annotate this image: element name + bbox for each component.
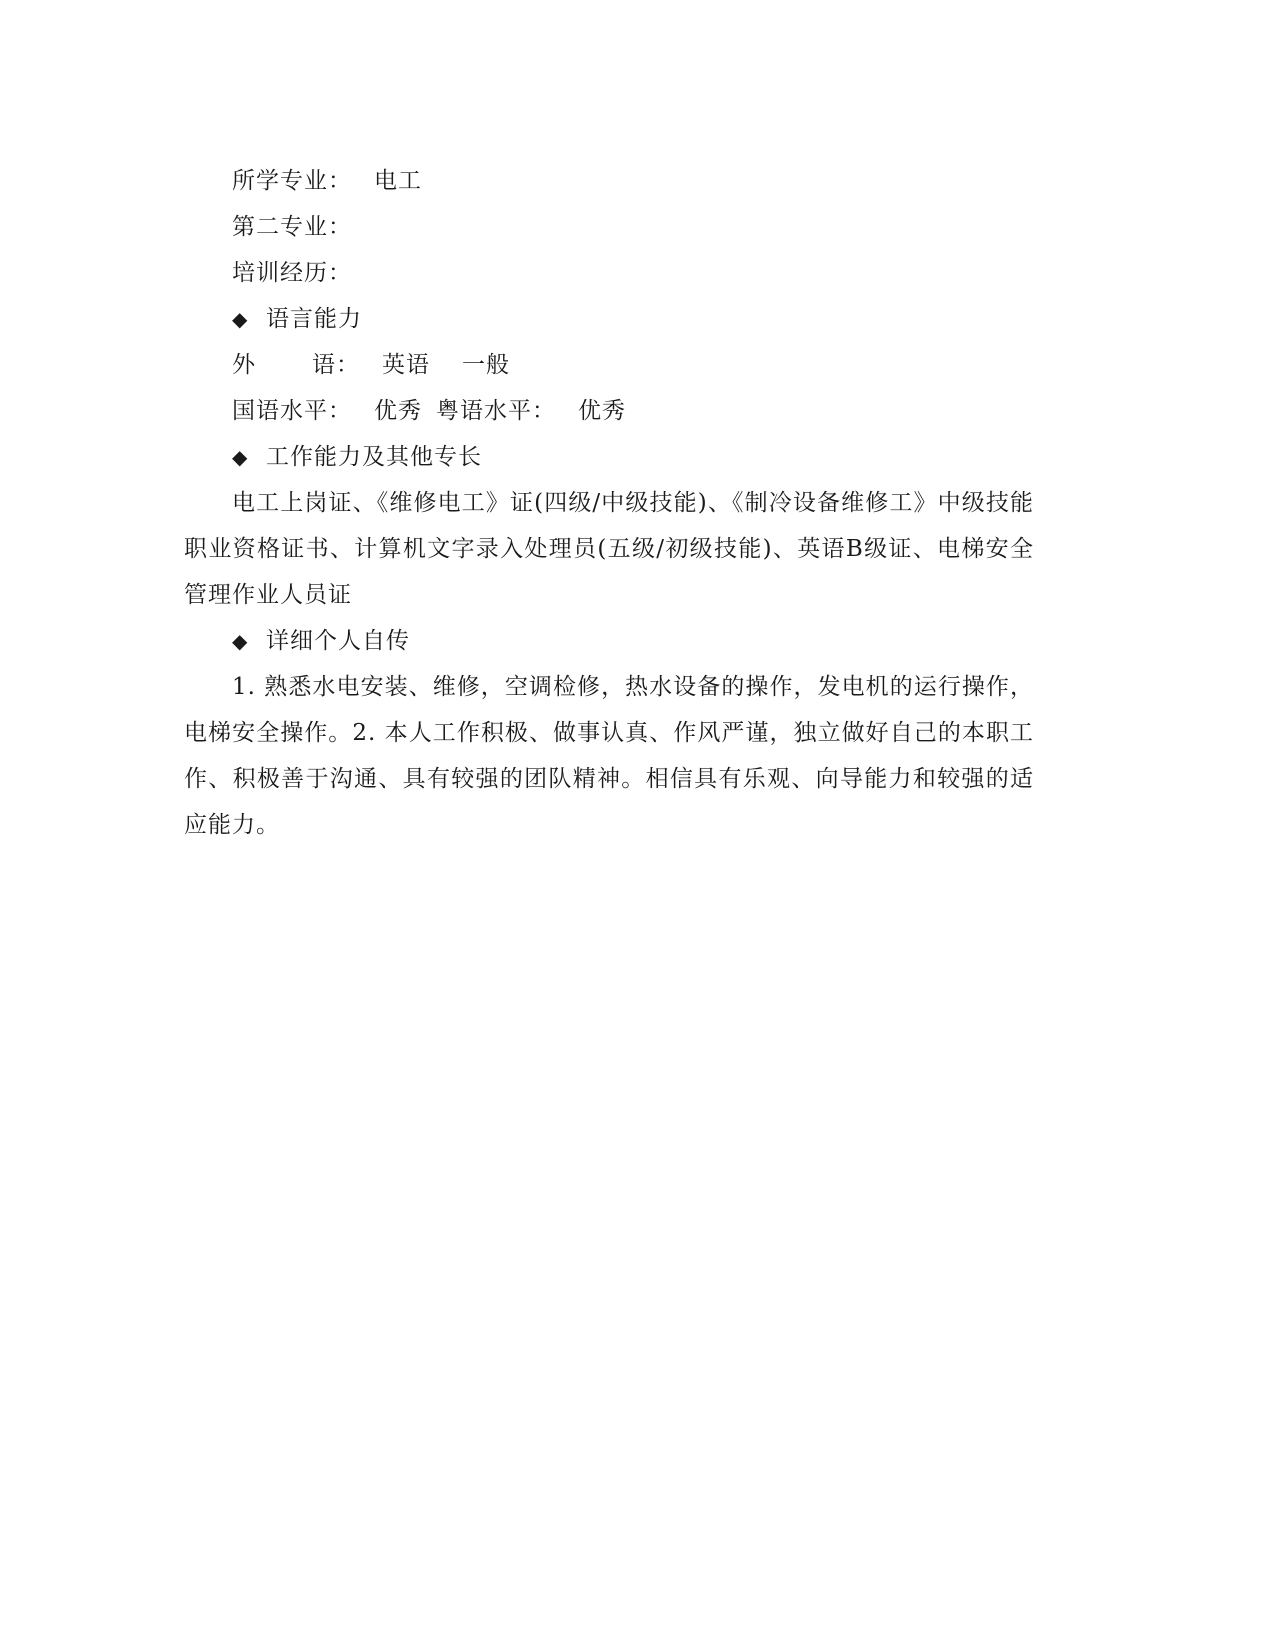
bio-heading [184,618,1034,664]
cantonese-label: 粤语水平： [436,398,556,424]
skills-paragraph: 电工上岗证、《维修电工》证(四级/中级技能)、《制冷设备维修工》中级技能职业资格证书、计算机文字录入处理员(五级/初级技能)、英语B级证、电梯安全管理作业人员证 [184,490,1034,608]
dialect-row [184,388,1034,434]
foreign-language-value: 英语 [382,352,430,378]
second-major-row [184,204,1034,250]
cantonese-value: 优秀 [578,398,626,424]
major-value: 电工 [374,168,422,194]
skills-heading-text: 工作能力及其他专长 [266,444,482,470]
diamond-bullet-icon: ◆ [232,307,249,331]
mandarin-value: 优秀 [374,398,422,424]
bio-heading-text: 详细个人自传 [266,628,410,654]
major-label: 所学专业： [232,168,352,194]
training-row [184,250,1034,296]
resume-content [184,158,1034,848]
language-heading-text: 语言能力 [266,306,362,332]
mandarin-label: 国语水平： [232,398,352,424]
major-row [184,158,1034,204]
diamond-bullet-icon: ◆ [232,629,249,653]
training-label: 培训经历： [232,260,352,286]
second-major-label: 第二专业： [232,214,352,240]
foreign-level-value: 一般 [462,352,510,378]
diamond-bullet-icon: ◆ [232,445,249,469]
foreign-language-row [184,342,1034,388]
foreign-label-part2: 语： [312,352,360,378]
language-heading [184,296,1034,342]
foreign-label-part1: 外 [232,352,256,378]
bio-paragraph: 1. 熟悉水电安装、维修，空调检修，热水设备的操作，发电机的运行操作，电梯安全操作。2. 本人工作积极、做事认真、作风严谨，独立做好自己的本职工作、积极善于沟通、具有较强的团队精神。相信具有乐观、向导能力和较强的适应能力。 [184,674,1034,838]
skills-heading [184,434,1034,480]
